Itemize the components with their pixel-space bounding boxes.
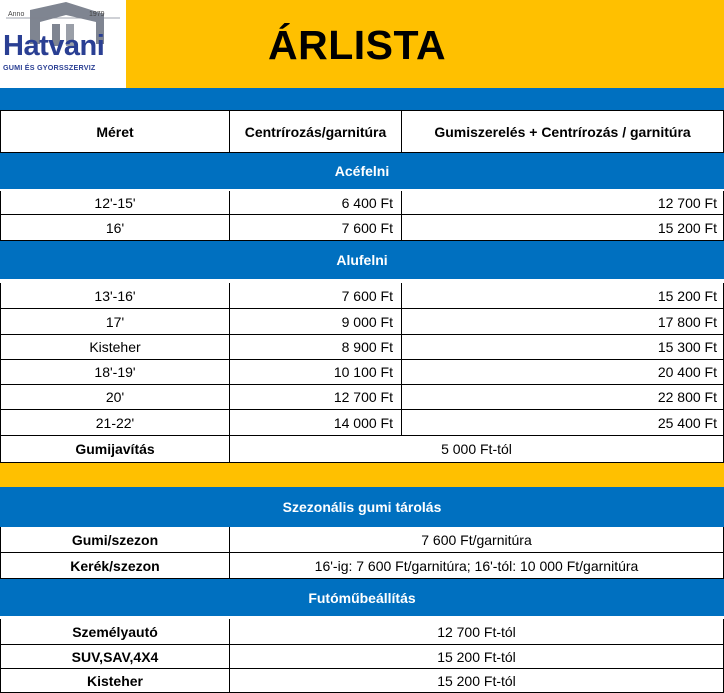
- full-price-cell: 25 400 Ft: [402, 410, 724, 436]
- size-cell: 16': [0, 215, 230, 241]
- table-row: [0, 385, 724, 410]
- storage-label: Gumi/szezon: [0, 527, 230, 553]
- yellow-divider: [0, 463, 724, 487]
- alignment-price: 12 700 Ft-tól: [230, 619, 724, 645]
- full-price-cell: 15 300 Ft: [402, 335, 724, 360]
- storage-row: [0, 527, 724, 553]
- logo-anno: Anno: [8, 11, 25, 18]
- full-price-cell: 15 200 Ft: [402, 215, 724, 241]
- section-header-alignment: Futóműbeállítás: [0, 579, 724, 616]
- column-header-full: Gumiszerelés + Centrírozás / garnitúra: [402, 110, 724, 153]
- size-cell: 13'-16': [0, 283, 230, 309]
- size-cell: 18'-19': [0, 360, 230, 385]
- table-row: [0, 215, 724, 241]
- blue-divider: [0, 88, 724, 110]
- size-cell: 20': [0, 385, 230, 410]
- column-header-row: [0, 110, 724, 153]
- table-row: [0, 309, 724, 335]
- full-price-cell: 12 700 Ft: [402, 191, 724, 215]
- centering-price-cell: 7 600 Ft: [230, 283, 402, 309]
- table-row: [0, 360, 724, 385]
- alignment-label: SUV,SAV,4X4: [0, 645, 230, 669]
- centering-price-cell: 8 900 Ft: [230, 335, 402, 360]
- centering-price-cell: 14 000 Ft: [230, 410, 402, 436]
- table-row: [0, 335, 724, 360]
- full-price-cell: 15 200 Ft: [402, 283, 724, 309]
- alignment-row: [0, 645, 724, 669]
- size-cell: Kisteher: [0, 335, 230, 360]
- full-price-cell: 22 800 Ft: [402, 385, 724, 410]
- repair-label: Gumijavítás: [0, 436, 230, 463]
- logo-tagline: GUMI ÉS GYORSSZERVIZ: [3, 63, 96, 72]
- repair-price: 5 000 Ft-tól: [230, 436, 724, 463]
- centering-price-cell: 10 100 Ft: [230, 360, 402, 385]
- size-cell: 17': [0, 309, 230, 335]
- alignment-label: Kisteher: [0, 669, 230, 693]
- size-cell: 21-22': [0, 410, 230, 436]
- logo: [0, 0, 126, 88]
- logo-year: 1979: [89, 11, 105, 18]
- alignment-price: 15 200 Ft-tól: [230, 645, 724, 669]
- centering-price-cell: 9 000 Ft: [230, 309, 402, 335]
- page-title: ÁRLISTA: [268, 22, 447, 68]
- alignment-label: Személyautó: [0, 619, 230, 645]
- full-price-cell: 17 800 Ft: [402, 309, 724, 335]
- alignment-price: 15 200 Ft-tól: [230, 669, 724, 693]
- table-row: [0, 189, 724, 215]
- storage-price: 16'-ig: 7 600 Ft/garnitúra; 16'-tól: 10 000 Ft/garnitúra: [230, 553, 724, 579]
- centering-price-cell: 7 600 Ft: [230, 215, 402, 241]
- centering-price-cell: 12 700 Ft: [230, 385, 402, 410]
- logo-brand: Hatvani: [3, 30, 105, 62]
- alignment-row: [0, 616, 724, 645]
- header-banner: [0, 0, 724, 88]
- size-cell: 12'-15': [0, 191, 230, 215]
- alignment-row: [0, 669, 724, 693]
- table-row: [0, 279, 724, 309]
- full-price-cell: 20 400 Ft: [402, 360, 724, 385]
- repair-row: [0, 436, 724, 463]
- column-header-centering: Centrírozás/garnitúra: [230, 110, 402, 153]
- storage-row: [0, 553, 724, 579]
- table-row: [0, 410, 724, 436]
- storage-price: 7 600 Ft/garnitúra: [230, 527, 724, 553]
- storage-label: Kerék/szezon: [0, 553, 230, 579]
- column-header-size: Méret: [0, 110, 230, 153]
- section-header-storage: Szezonális gumi tárolás: [0, 487, 724, 527]
- centering-price-cell: 6 400 Ft: [230, 191, 402, 215]
- section-header-alu: Alufelni: [0, 241, 724, 279]
- section-header-acel: Acéfelni: [0, 153, 724, 189]
